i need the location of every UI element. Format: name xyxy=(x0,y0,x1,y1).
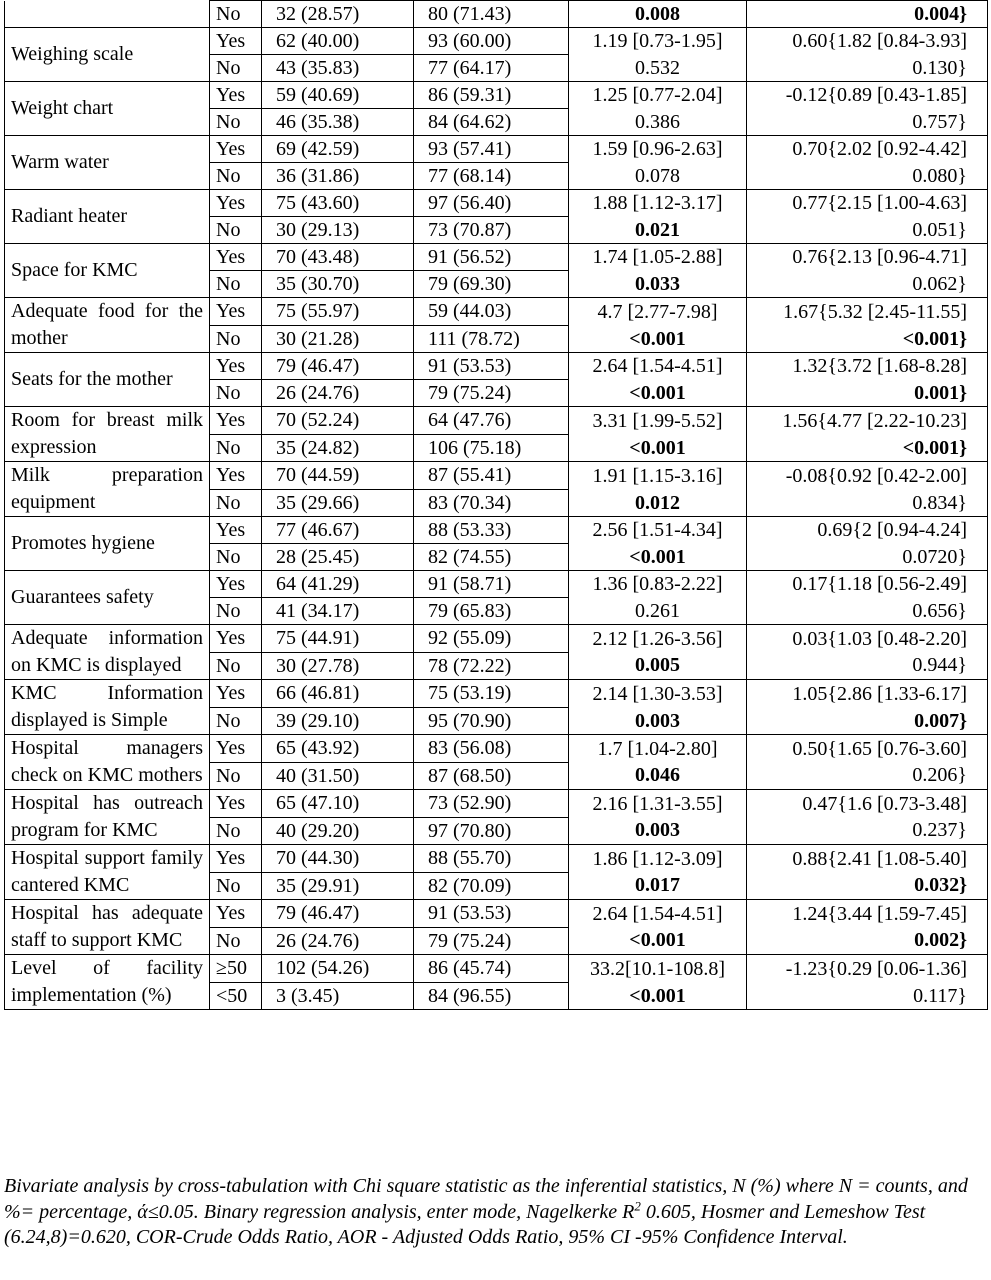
aor-p-value: <0.001} xyxy=(747,325,988,353)
variable-name: Weight chart xyxy=(5,82,210,136)
cor-value: 2.64 [1.54-4.51] xyxy=(592,903,723,925)
table-row xyxy=(5,955,988,983)
count-no-kmc: 97 (56.40) xyxy=(414,190,569,217)
count-yes-kmc: 62 (40.00) xyxy=(262,28,414,55)
count-no-kmc: 59 (44.03) xyxy=(414,298,569,326)
count-yes-kmc: 35 (30.70) xyxy=(262,271,414,298)
cor-p-value: <0.001 xyxy=(569,434,747,462)
count-no-kmc: 73 (70.87) xyxy=(414,217,569,244)
aor-value: 1.67{5.32 [2.45-11.55] xyxy=(747,298,988,326)
count-yes-kmc: 40 (31.50) xyxy=(262,762,414,790)
aor-p-value: 0.944} xyxy=(912,654,967,676)
variable-name xyxy=(5,1,210,28)
count-no-kmc: 75 (53.19) xyxy=(414,680,569,708)
cor-p-value: 0.046 xyxy=(635,764,680,786)
response-level: ≥50 xyxy=(210,955,262,983)
count-no-kmc: 82 (70.09) xyxy=(414,872,569,900)
response-level: Yes xyxy=(210,625,262,653)
count-no-kmc: 84 (96.55) xyxy=(414,982,569,1010)
response-level: Yes xyxy=(210,407,262,435)
variable-name: Room for breast milk expression xyxy=(5,407,210,462)
count-no-kmc: 111 (78.72) xyxy=(414,325,569,353)
count-yes-kmc: 70 (44.30) xyxy=(262,845,414,873)
table-row xyxy=(5,571,988,598)
count-no-kmc: 64 (47.76) xyxy=(414,407,569,435)
count-no-kmc: 80 (71.43) xyxy=(414,1,569,28)
count-yes-kmc: 28 (25.45) xyxy=(262,544,414,571)
count-yes-kmc: 59 (40.69) xyxy=(262,82,414,109)
count-yes-kmc: 70 (43.48) xyxy=(262,244,414,271)
cor-value: 1.88 [1.12-3.17] xyxy=(569,190,747,217)
variable-name: Hospital has adequate staff to support KMC xyxy=(5,900,210,955)
response-level: Yes xyxy=(210,82,262,109)
response-level: No xyxy=(210,55,262,82)
count-yes-kmc: 30 (29.13) xyxy=(262,217,414,244)
count-no-kmc: 73 (52.90) xyxy=(414,790,569,818)
response-level: No xyxy=(210,325,262,353)
aor-value: 0.03{1.03 [0.48-2.20] xyxy=(792,628,967,650)
response-level: No xyxy=(210,762,262,790)
count-yes-kmc: 32 (28.57) xyxy=(262,1,414,28)
aor-value: 0.88{2.41 [1.08-5.40] xyxy=(792,848,967,870)
aor-value: 0.69{2 [0.94-4.24] xyxy=(747,517,988,544)
cor-p-value: <0.001 xyxy=(569,544,747,571)
count-no-kmc: 79 (65.83) xyxy=(414,598,569,625)
count-yes-kmc: 102 (54.26) xyxy=(262,955,414,983)
aor-value: 0.47{1.6 [0.73-3.48] xyxy=(802,793,967,815)
cor-p-value: 0.261 xyxy=(569,598,747,625)
cor xyxy=(569,625,747,680)
count-no-kmc: 87 (55.41) xyxy=(414,462,569,490)
cor-value: 33.2[10.1-108.8] xyxy=(569,955,747,983)
variable-name: Warm water xyxy=(5,136,210,190)
aor-p-value: 0.206} xyxy=(912,764,967,786)
count-no-kmc: 97 (70.80) xyxy=(414,817,569,845)
aor-p-value: 0.002} xyxy=(914,929,967,951)
response-level: Yes xyxy=(210,353,262,380)
response-level: Yes xyxy=(210,790,262,818)
aor-value: 0.17{1.18 [0.56-2.49] xyxy=(747,571,988,598)
response-level: No xyxy=(210,817,262,845)
response-level: No xyxy=(210,489,262,517)
variable-name: Seats for the mother xyxy=(5,353,210,407)
variable-name: Adequate information on KMC is displayed xyxy=(5,625,210,680)
aor-p-value: 0.004} xyxy=(747,1,988,28)
cor-value: 1.86 [1.12-3.09] xyxy=(592,848,723,870)
count-no-kmc: 82 (74.55) xyxy=(414,544,569,571)
table-row xyxy=(5,845,988,873)
count-yes-kmc: 35 (29.66) xyxy=(262,489,414,517)
count-no-kmc: 83 (70.34) xyxy=(414,489,569,517)
count-yes-kmc: 26 (24.76) xyxy=(262,380,414,407)
response-level: <50 xyxy=(210,982,262,1010)
cor xyxy=(569,735,747,790)
cor-value: 2.12 [1.26-3.56] xyxy=(592,628,723,650)
response-level: No xyxy=(210,271,262,298)
count-no-kmc: 91 (53.53) xyxy=(414,900,569,928)
cor xyxy=(569,900,747,955)
count-no-kmc: 93 (60.00) xyxy=(414,28,569,55)
response-level: No xyxy=(210,652,262,680)
aor-p-value: 0.001} xyxy=(747,380,988,407)
count-yes-kmc: 41 (34.17) xyxy=(262,598,414,625)
table-row xyxy=(5,625,988,653)
count-yes-kmc: 40 (29.20) xyxy=(262,817,414,845)
variable-name: KMC Information displayed is Simple xyxy=(5,680,210,735)
aor-value: 0.76{2.13 [0.96-4.71] xyxy=(747,244,988,271)
response-level: Yes xyxy=(210,680,262,708)
count-no-kmc: 84 (64.62) xyxy=(414,109,569,136)
footnote-superscript: 2 xyxy=(634,1197,641,1213)
cor-value: 1.91 [1.15-3.16] xyxy=(569,462,747,490)
cor-p-value: 0.021 xyxy=(569,217,747,244)
response-level: Yes xyxy=(210,136,262,163)
count-no-kmc: 77 (68.14) xyxy=(414,163,569,190)
count-no-kmc: 79 (75.24) xyxy=(414,927,569,955)
cor-value: 1.19 [0.73-1.95] xyxy=(569,28,747,55)
variable-name: Level of facility implementation (%) xyxy=(5,955,210,1010)
aor-value: 1.24{3.44 [1.59-7.45] xyxy=(792,903,967,925)
count-yes-kmc: 79 (46.47) xyxy=(262,353,414,380)
variable-name: Weighing scale xyxy=(5,28,210,82)
cor-p-value: 0.005 xyxy=(635,654,680,676)
aor-p-value: 0.237} xyxy=(912,819,967,841)
table-row xyxy=(5,900,988,928)
count-yes-kmc: 30 (21.28) xyxy=(262,325,414,353)
aor xyxy=(747,900,988,955)
count-no-kmc: 86 (45.74) xyxy=(414,955,569,983)
count-no-kmc: 91 (56.52) xyxy=(414,244,569,271)
count-yes-kmc: 77 (46.67) xyxy=(262,517,414,544)
cor-p-value: 0.033 xyxy=(569,271,747,298)
count-yes-kmc: 3 (3.45) xyxy=(262,982,414,1010)
response-level: No xyxy=(210,1,262,28)
count-yes-kmc: 75 (43.60) xyxy=(262,190,414,217)
table-row xyxy=(5,82,988,109)
cor-value: 1.25 [0.77-2.04] xyxy=(569,82,747,109)
count-yes-kmc: 30 (27.78) xyxy=(262,652,414,680)
count-yes-kmc: 69 (42.59) xyxy=(262,136,414,163)
variable-name: Promotes hygiene xyxy=(5,517,210,571)
aor xyxy=(747,790,988,845)
cor-value: 4.7 [2.77-7.98] xyxy=(569,298,747,326)
response-level: Yes xyxy=(210,571,262,598)
aor-p-value: 0.834} xyxy=(747,489,988,517)
aor-value: 1.32{3.72 [1.68-8.28] xyxy=(747,353,988,380)
cor-value: 1.59 [0.96-2.63] xyxy=(569,136,747,163)
aor-p-value: 0.080} xyxy=(747,163,988,190)
table-row xyxy=(5,1,988,28)
count-yes-kmc: 79 (46.47) xyxy=(262,900,414,928)
count-yes-kmc: 64 (41.29) xyxy=(262,571,414,598)
response-level: Yes xyxy=(210,735,262,763)
count-yes-kmc: 75 (44.91) xyxy=(262,625,414,653)
variable-name: Hospital managers check on KMC mothers xyxy=(5,735,210,790)
table-row xyxy=(5,298,988,326)
count-yes-kmc: 65 (43.92) xyxy=(262,735,414,763)
response-level: No xyxy=(210,163,262,190)
table-row xyxy=(5,462,988,490)
response-level: Yes xyxy=(210,298,262,326)
variable-name: Hospital support family cantered KMC xyxy=(5,845,210,900)
aor-value: 0.70{2.02 [0.92-4.42] xyxy=(747,136,988,163)
count-no-kmc: 79 (75.24) xyxy=(414,380,569,407)
cor-p-value: <0.001 xyxy=(569,982,747,1010)
aor-value: -0.08{0.92 [0.42-2.00] xyxy=(747,462,988,490)
count-yes-kmc: 43 (35.83) xyxy=(262,55,414,82)
table-row xyxy=(5,353,988,380)
footnote-part1: Bivariate analysis by cross-tabulation with Chi square statistic as the inferential statistics, N (%) where N = counts, and %= percentage, ά≤0.05. Binary regression analysis, enter mode, Nagelkerke R xyxy=(4,1175,968,1223)
table-row xyxy=(5,136,988,163)
cor-p-value: 0.532 xyxy=(569,55,747,82)
count-yes-kmc: 35 (24.82) xyxy=(262,434,414,462)
aor xyxy=(747,735,988,790)
count-yes-kmc: 70 (52.24) xyxy=(262,407,414,435)
count-no-kmc: 91 (53.53) xyxy=(414,353,569,380)
aor-value: 1.05{2.86 [1.33-6.17] xyxy=(747,680,988,708)
response-level: No xyxy=(210,544,262,571)
count-no-kmc: 83 (56.08) xyxy=(414,735,569,763)
count-yes-kmc: 70 (44.59) xyxy=(262,462,414,490)
response-level: No xyxy=(210,380,262,407)
aor-p-value: 0.656} xyxy=(747,598,988,625)
variable-name: Adequate food for the mother xyxy=(5,298,210,353)
response-level: Yes xyxy=(210,462,262,490)
cor-p-value: <0.001 xyxy=(629,929,686,951)
count-yes-kmc: 46 (35.38) xyxy=(262,109,414,136)
results-table xyxy=(4,0,988,1010)
count-no-kmc: 106 (75.18) xyxy=(414,434,569,462)
response-level: No xyxy=(210,707,262,735)
count-no-kmc: 92 (55.09) xyxy=(414,625,569,653)
cor-p-value: 0.003 xyxy=(569,707,747,735)
cor-p-value: <0.001 xyxy=(569,325,747,353)
variable-name: Space for KMC xyxy=(5,244,210,298)
table-row xyxy=(5,28,988,55)
count-no-kmc: 79 (69.30) xyxy=(414,271,569,298)
response-level: No xyxy=(210,872,262,900)
count-yes-kmc: 65 (47.10) xyxy=(262,790,414,818)
response-level: No xyxy=(210,927,262,955)
response-level: No xyxy=(210,217,262,244)
cor-p-value: 0.008 xyxy=(569,1,747,28)
aor-p-value: 0.007} xyxy=(747,707,988,735)
response-level: Yes xyxy=(210,28,262,55)
table-row xyxy=(5,190,988,217)
table-row xyxy=(5,680,988,708)
cor-p-value: 0.078 xyxy=(569,163,747,190)
count-no-kmc: 86 (59.31) xyxy=(414,82,569,109)
count-no-kmc: 93 (57.41) xyxy=(414,136,569,163)
count-yes-kmc: 36 (31.86) xyxy=(262,163,414,190)
aor-p-value: 0.051} xyxy=(747,217,988,244)
aor-p-value: <0.001} xyxy=(747,434,988,462)
aor-p-value: 0.032} xyxy=(914,874,967,896)
variable-name: Hospital has outreach program for KMC xyxy=(5,790,210,845)
count-yes-kmc: 35 (29.91) xyxy=(262,872,414,900)
cor-value: 2.64 [1.54-4.51] xyxy=(569,353,747,380)
cor-p-value: <0.001 xyxy=(569,380,747,407)
cor xyxy=(569,790,747,845)
aor xyxy=(747,625,988,680)
cor-value: 1.36 [0.83-2.22] xyxy=(569,571,747,598)
count-no-kmc: 78 (72.22) xyxy=(414,652,569,680)
count-no-kmc: 77 (64.17) xyxy=(414,55,569,82)
cor-value: 1.74 [1.05-2.88] xyxy=(569,244,747,271)
aor-p-value: 0.0720} xyxy=(747,544,988,571)
count-no-kmc: 88 (55.70) xyxy=(414,845,569,873)
aor-p-value: 0.117} xyxy=(747,982,988,1010)
aor-value: -1.23{0.29 [0.06-1.36] xyxy=(747,955,988,983)
aor-p-value: 0.757} xyxy=(747,109,988,136)
count-no-kmc: 88 (53.33) xyxy=(414,517,569,544)
aor-value: 0.50{1.65 [0.76-3.60] xyxy=(792,738,967,760)
aor-p-value: 0.130} xyxy=(747,55,988,82)
response-level: No xyxy=(210,598,262,625)
aor-value: 0.60{1.82 [0.84-3.93] xyxy=(747,28,988,55)
aor-value: 0.77{2.15 [1.00-4.63] xyxy=(747,190,988,217)
aor-value: -0.12{0.89 [0.43-1.85] xyxy=(747,82,988,109)
cor-p-value: 0.012 xyxy=(569,489,747,517)
response-level: No xyxy=(210,434,262,462)
count-no-kmc: 87 (68.50) xyxy=(414,762,569,790)
footnote-part2: 0.605, Hosmer and Lemeshow Test (6.24,8)=0.620, COR-Crude Odds Ratio, AOR - Adjusted Odds Ratio, 95% CI -95% Confidence Interval. xyxy=(4,1200,926,1248)
cor-p-value: 0.003 xyxy=(635,819,680,841)
table-row xyxy=(5,735,988,763)
response-level: No xyxy=(210,109,262,136)
variable-name: Guarantees safety xyxy=(5,571,210,625)
cor-p-value: 0.386 xyxy=(569,109,747,136)
response-level: Yes xyxy=(210,900,262,928)
variable-name: Milk preparation equipment xyxy=(5,462,210,517)
table-row xyxy=(5,517,988,544)
variable-name: Radiant heater xyxy=(5,190,210,244)
aor xyxy=(747,845,988,900)
table-row xyxy=(5,790,988,818)
cor-p-value: 0.017 xyxy=(635,874,680,896)
cor-value: 2.56 [1.51-4.34] xyxy=(569,517,747,544)
count-yes-kmc: 75 (55.97) xyxy=(262,298,414,326)
count-no-kmc: 91 (58.71) xyxy=(414,571,569,598)
cor-value: 1.7 [1.04-2.80] xyxy=(597,738,718,760)
table-body xyxy=(5,1,988,1010)
table-row xyxy=(5,407,988,435)
count-no-kmc: 95 (70.90) xyxy=(414,707,569,735)
count-yes-kmc: 26 (24.76) xyxy=(262,927,414,955)
cor xyxy=(569,845,747,900)
aor-value: 1.56{4.77 [2.22-10.23] xyxy=(747,407,988,435)
response-level: Yes xyxy=(210,517,262,544)
count-yes-kmc: 66 (46.81) xyxy=(262,680,414,708)
response-level: Yes xyxy=(210,845,262,873)
cor-value: 2.14 [1.30-3.53] xyxy=(569,680,747,708)
aor-p-value: 0.062} xyxy=(747,271,988,298)
count-yes-kmc: 39 (29.10) xyxy=(262,707,414,735)
cor-value: 3.31 [1.99-5.52] xyxy=(569,407,747,435)
table-footnote xyxy=(4,1174,982,1251)
response-level: Yes xyxy=(210,190,262,217)
response-level: Yes xyxy=(210,244,262,271)
cor-value: 2.16 [1.31-3.55] xyxy=(592,793,723,815)
table-row xyxy=(5,244,988,271)
